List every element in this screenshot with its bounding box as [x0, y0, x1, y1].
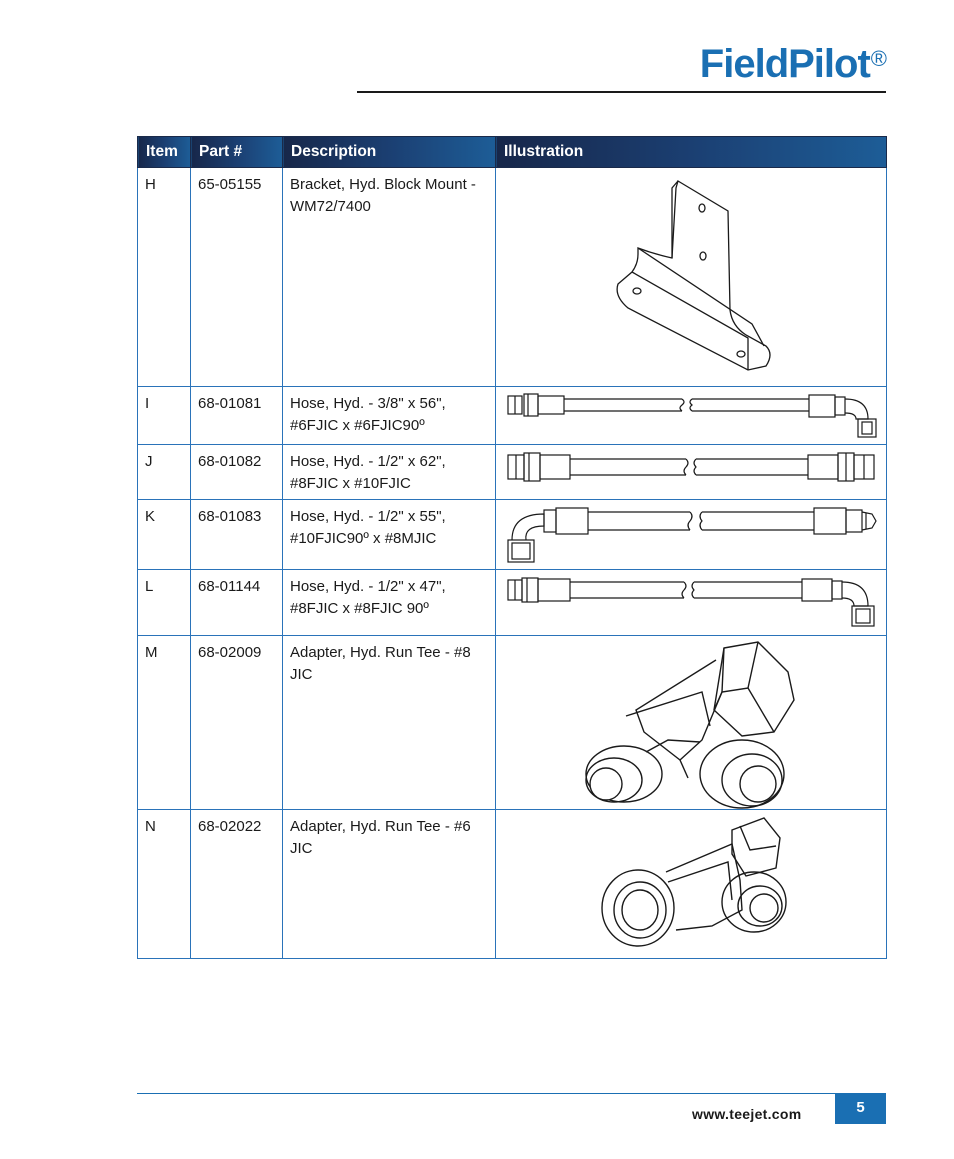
hose-illustration: [496, 445, 886, 497]
illustration-cell: [496, 500, 887, 570]
part-cell: 68-01081: [191, 387, 283, 445]
part-cell: 68-02009: [191, 636, 283, 810]
illustration-cell: [496, 168, 887, 387]
item-cell: H: [138, 168, 191, 387]
part-cell: 68-01082: [191, 445, 283, 500]
table-row: [138, 570, 887, 636]
item-cell: K: [138, 500, 191, 570]
description-cell: Hose, Hyd. - 3/8" x 56", #6FJIC x #6FJIC90º: [283, 387, 496, 445]
table-row: [138, 168, 887, 387]
part-cell: 68-02022: [191, 810, 283, 959]
illustration-cell: [496, 445, 887, 500]
footer-url: www.teejet.com: [692, 1106, 802, 1122]
illustration-cell: [496, 387, 887, 445]
description-cell: Adapter, Hyd. Run Tee - #6 JIC: [283, 810, 496, 959]
bracket-illustration: [496, 168, 886, 386]
table-row: [138, 500, 887, 570]
table-header-row: [138, 137, 887, 168]
illustration-cell: [496, 570, 887, 636]
part-cell: 65-05155: [191, 168, 283, 387]
brand-logo: [700, 42, 886, 87]
part-cell: 68-01144: [191, 570, 283, 636]
description-cell: Bracket, Hyd. Block Mount - WM72/7400: [283, 168, 496, 387]
item-cell: L: [138, 570, 191, 636]
part-cell: 68-01083: [191, 500, 283, 570]
col-header-description: Description: [283, 137, 496, 168]
tee-adapter-illustration: [496, 636, 886, 809]
item-cell: M: [138, 636, 191, 810]
illustration-cell: [496, 636, 887, 810]
parts-table: [137, 136, 887, 959]
table-row: [138, 387, 887, 445]
brand-name: FieldPilot: [699, 42, 870, 86]
item-cell: J: [138, 445, 191, 500]
table-row: [138, 810, 887, 959]
hose-illustration: [496, 387, 886, 444]
item-cell: N: [138, 810, 191, 959]
description-cell: Adapter, Hyd. Run Tee - #8 JIC: [283, 636, 496, 810]
description-cell: Hose, Hyd. - 1/2" x 55", #10FJIC90º x #8MJIC: [283, 500, 496, 570]
registered-mark: ®: [870, 46, 886, 71]
hose-illustration: [496, 500, 886, 569]
tee-adapter-illustration: [496, 810, 886, 958]
col-header-part: Part #: [191, 137, 283, 168]
table-row: [138, 636, 887, 810]
table-row: [138, 445, 887, 500]
col-header-illustration: Illustration: [496, 137, 887, 168]
description-cell: Hose, Hyd. - 1/2" x 47", #8FJIC x #8FJIC 90º: [283, 570, 496, 636]
col-header-item: Item: [138, 137, 191, 168]
header-rule: [357, 91, 886, 93]
description-cell: Hose, Hyd. - 1/2" x 62", #8FJIC x #10FJIC: [283, 445, 496, 500]
hose-illustration: [496, 570, 886, 635]
page-number: 5: [835, 1093, 886, 1124]
item-cell: I: [138, 387, 191, 445]
footer-rule: [137, 1093, 886, 1094]
illustration-cell: [496, 810, 887, 959]
